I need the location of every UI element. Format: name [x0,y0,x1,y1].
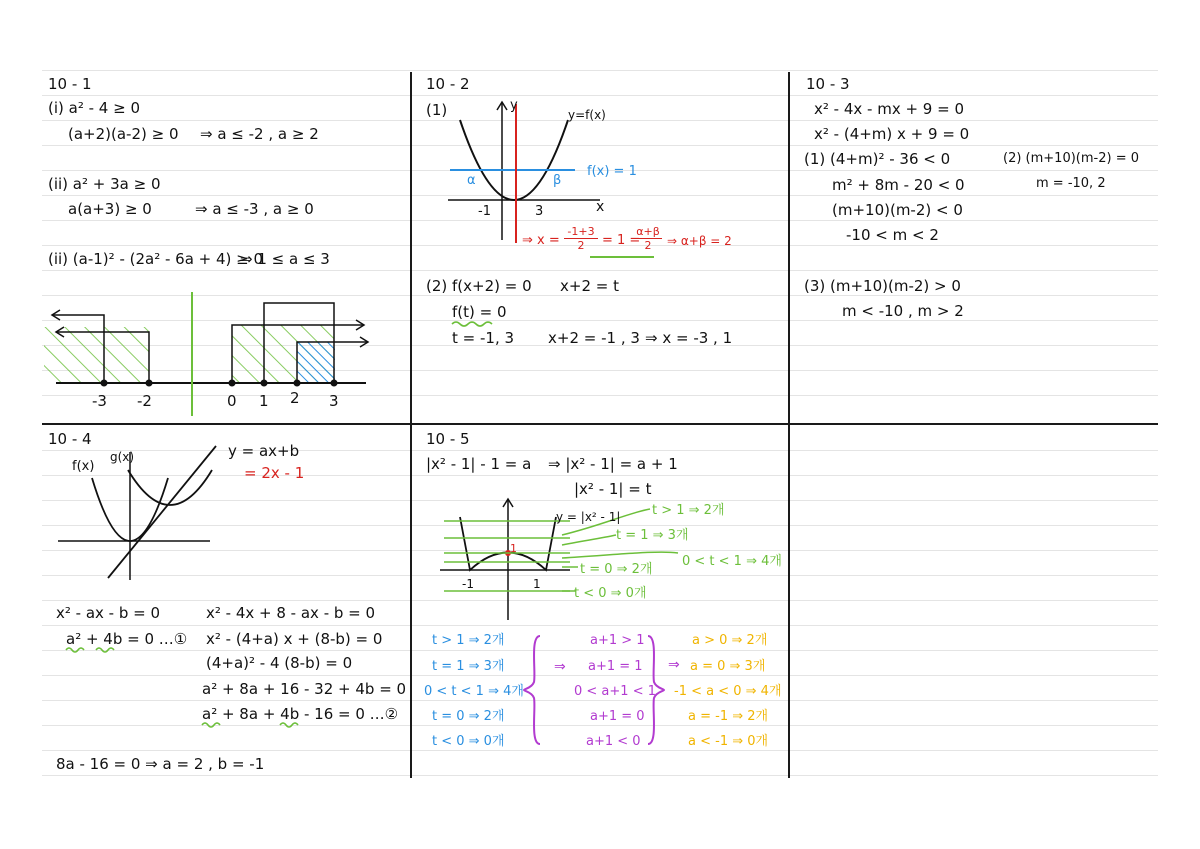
line: 8a - 16 = 0 ⇒ a = 2 , b = -1 [56,755,265,773]
t-case: t = 0 ⇒ 2개 [432,709,505,724]
a-result: a < -1 ⇒ 0개 [688,734,769,749]
line-label: f(x) = 1 [587,164,637,179]
line: (4+a)² - 4 (8-b) = 0 [206,654,353,672]
line: (1) (4+m)² - 36 < 0 [804,150,951,168]
green-squiggle [202,721,312,729]
a-case: 0 < a+1 < 1 [574,684,656,699]
line: ⇒ x = -3 , 1 [645,329,733,347]
fraction-1 [564,225,598,252]
denominator: 2 [577,239,585,252]
line: a(a+3) ≥ 0 [68,200,152,218]
line: t = -1, 3 [452,329,515,347]
green-underline [590,256,654,258]
case-label: t = 0 ⇒ 2개 [580,562,653,577]
line: a² + 8a + 4b - 16 = 0 …② [202,705,399,723]
line: a² + 4b = 0 …① [66,630,188,648]
a-result: a = -1 ⇒ 2개 [688,709,769,724]
gx-label: g(x) [110,450,135,464]
vertex-label: 1 [510,542,517,555]
line: x² - 4x - mx + 9 = 0 [814,100,964,118]
denominator: 2 [644,239,652,252]
problem-title: 10 - 1 [48,75,92,93]
a-result: a > 0 ⇒ 2개 [692,633,768,648]
tick-label: 2 [290,389,300,407]
tick-label: -1 [478,204,491,219]
conclusion-part: ⇒ x = [522,233,560,248]
green-squiggle [452,320,502,328]
t-case: t < 0 ⇒ 0개 [432,734,505,749]
beta-label: β [553,173,562,188]
tick-label: 0 [227,392,237,410]
line: ⇒ |x² - 1| = a + 1 [548,455,678,473]
arrow: ⇒ [668,657,680,673]
part-label: (1) [426,101,448,119]
numerator: -1+3 [564,225,598,239]
line: x² - (4+a) x + (8-b) = 0 [206,630,383,648]
line: (ii) a² + 3a ≥ 0 [48,175,161,193]
tick-label: -2 [137,392,152,410]
line: x² - ax - b = 0 [56,604,161,622]
line: f(t) = 0 [452,303,507,321]
line: m < -10 , m > 2 [842,302,964,320]
green-squiggle [66,646,126,654]
case-label: t < 0 ⇒ 0개 [574,586,647,601]
tick-label: 3 [535,204,544,219]
line: x² - (4+m) x + 9 = 0 [814,125,970,143]
t-case: 0 < t < 1 ⇒ 4개 [424,684,524,699]
numerator: α+β [634,225,662,239]
line: ⇒ a ≤ -2 , a ≥ 2 [200,125,319,143]
curve-label: y = |x² - 1| [556,510,621,524]
problem-title: 10 - 2 [426,75,470,93]
column-divider-1 [410,72,412,778]
line: (ii) (a-1)² - (2a² - 6a + 4) ≥ 0 [48,250,264,268]
case-label: t > 1 ⇒ 2개 [652,503,725,518]
conclusion-part: = 1 = [602,233,641,248]
line: ⇒ 1 ≤ a ≤ 3 [240,250,330,268]
y-axis-label: y [510,98,518,113]
case-label: t = 1 ⇒ 3개 [616,528,689,543]
line: (3) (m+10)(m-2) > 0 [804,277,961,295]
case-label: 0 < t < 1 ⇒ 4개 [682,554,782,569]
tick-label: 1 [533,577,541,591]
tangent-equation: y = ax+b [228,442,300,460]
a-case: a+1 = 1 [588,659,643,674]
problem-title: 10 - 3 [806,75,850,93]
tick-label: -1 [462,577,474,591]
line: ⇒ a ≤ -3 , a ≥ 0 [195,200,314,218]
line: x+2 = -1 , 3 [548,329,640,347]
separator-stroke [191,292,193,416]
column-divider-2 [788,72,790,778]
a-case: a+1 > 1 [590,633,645,648]
a-case: a+1 < 0 [586,734,641,749]
curve-label: y=f(x) [568,108,606,122]
problem-title: 10 - 4 [48,430,92,448]
tick-label: -3 [92,392,107,410]
line: m = -10, 2 [1036,176,1106,191]
line: (2) (m+10)(m-2) = 0 [1003,151,1139,166]
fraction-2 [634,225,662,252]
x-axis-label: x [596,199,605,215]
a-result: -1 < a < 0 ⇒ 4개 [674,684,782,699]
tangent-result: = 2x - 1 [244,464,305,482]
line: a² + 8a + 16 - 32 + 4b = 0 [202,680,407,698]
alpha-label: α [467,173,476,188]
a-result: a = 0 ⇒ 3개 [690,659,766,674]
tick-label: 3 [329,392,339,410]
a-case: a+1 = 0 [590,709,645,724]
conclusion-part: ⇒ α+β = 2 [667,234,732,248]
row-divider [42,423,1158,425]
line: |x² - 1| - 1 = a [426,455,532,473]
t-case: t = 1 ⇒ 3개 [432,659,505,674]
line: |x² - 1| = t [574,480,652,498]
line: -10 < m < 2 [846,226,939,244]
line: (2) f(x+2) = 0 [426,277,532,295]
arrow: ⇒ [554,659,566,675]
tick-label: 1 [259,392,269,410]
problem-title: 10 - 5 [426,430,470,448]
line: (i) a² - 4 ≥ 0 [48,99,140,117]
line: x² - 4x + 8 - ax - b = 0 [206,604,376,622]
fx-label: f(x) [72,459,95,474]
t-case: t > 1 ⇒ 2개 [432,633,505,648]
line: (m+10)(m-2) < 0 [832,201,963,219]
line: x+2 = t [560,277,619,295]
line: m² + 8m - 20 < 0 [832,176,965,194]
line: (a+2)(a-2) ≥ 0 [68,125,179,143]
